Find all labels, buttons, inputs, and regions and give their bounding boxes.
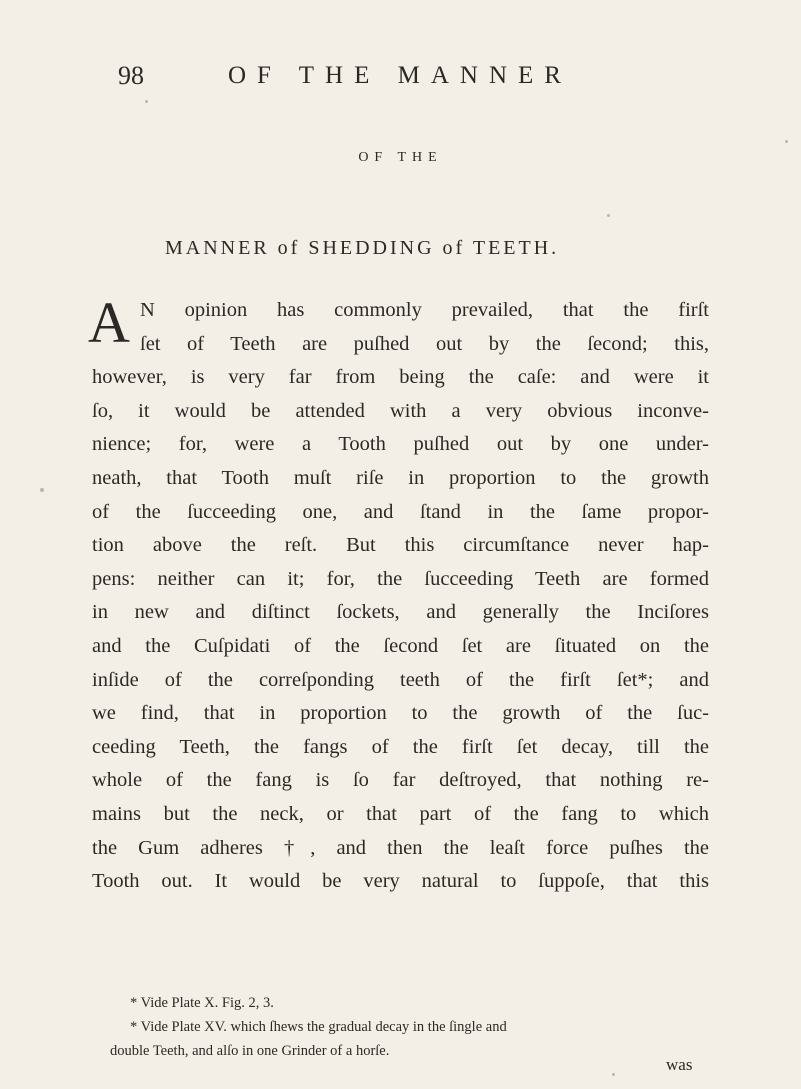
paper-speck [607,214,610,217]
running-title: OF THE MANNER [228,62,572,89]
body-line: Tooth out. It would be very natural to ſuppoſe, that this [92,870,709,893]
body-line: tion above the reſt. But this circumſtance never hap- [92,534,709,557]
body-line: and the Cuſpidati of the ſecond ſet are ſituated on the [92,634,709,657]
body-line: pens: neither can it; for, the ſucceeding Teeth are formed [92,567,709,590]
body-line: N opinion has commonly prevailed, that the firſt [140,299,709,321]
body-line: we find, that in proportion to the growth of the ſuc- [92,702,709,725]
body-line: the Gum adheres †, and then the leaſt force puſhes the [92,836,709,859]
body-line: neath, that Tooth muſt riſe in proportion to the growth [92,466,709,489]
body-line: however, is very far from being the caſe: and were it [92,366,709,389]
paper-speck [40,488,44,492]
body-line: in new and diſtinct ſockets, and generally the Inciſores [92,601,709,624]
catchword: was [666,1055,693,1074]
footnote: double Teeth, and alſo in one Grinder of a horſe. [110,1043,390,1059]
body-line: ſo, it would be attended with a very obvious inconve- [92,399,709,422]
body-text [88,290,709,899]
page-number: 98 [118,61,144,90]
paper-speck [612,1073,615,1076]
paper-speck [145,100,148,103]
running-head [118,58,718,94]
paper-speck [785,140,788,143]
footnote: * Vide Plate XV. which ſhews the gradual decay in the ſingle and [130,1019,507,1035]
body-line: mains but the neck, or that part of the fang to which [92,802,709,825]
body-line: ſet of Teeth are puſhed out by the ſecond; this, [140,332,709,355]
body-line: nience; for, were a Tooth puſhed out by one under- [92,433,709,456]
body-line: of the ſucceeding one, and ſtand in the ſame propor- [92,500,709,523]
section-subtitle: OF THE [358,150,443,165]
body-line: ceeding Teeth, the fangs of the firſt ſet decay, till the [92,735,709,758]
section-title: MANNER of SHEDDING of TEETH. [165,237,560,259]
drop-cap: A [88,290,130,355]
footnotes [110,991,710,1063]
body-line: inſide of the correſponding teeth of the firſt ſet*; and [92,668,709,691]
body-line: whole of the fang is ſo far deſtroyed, that nothing re- [92,769,709,792]
footnote: * Vide Plate X. Fig. 2, 3. [130,995,274,1011]
